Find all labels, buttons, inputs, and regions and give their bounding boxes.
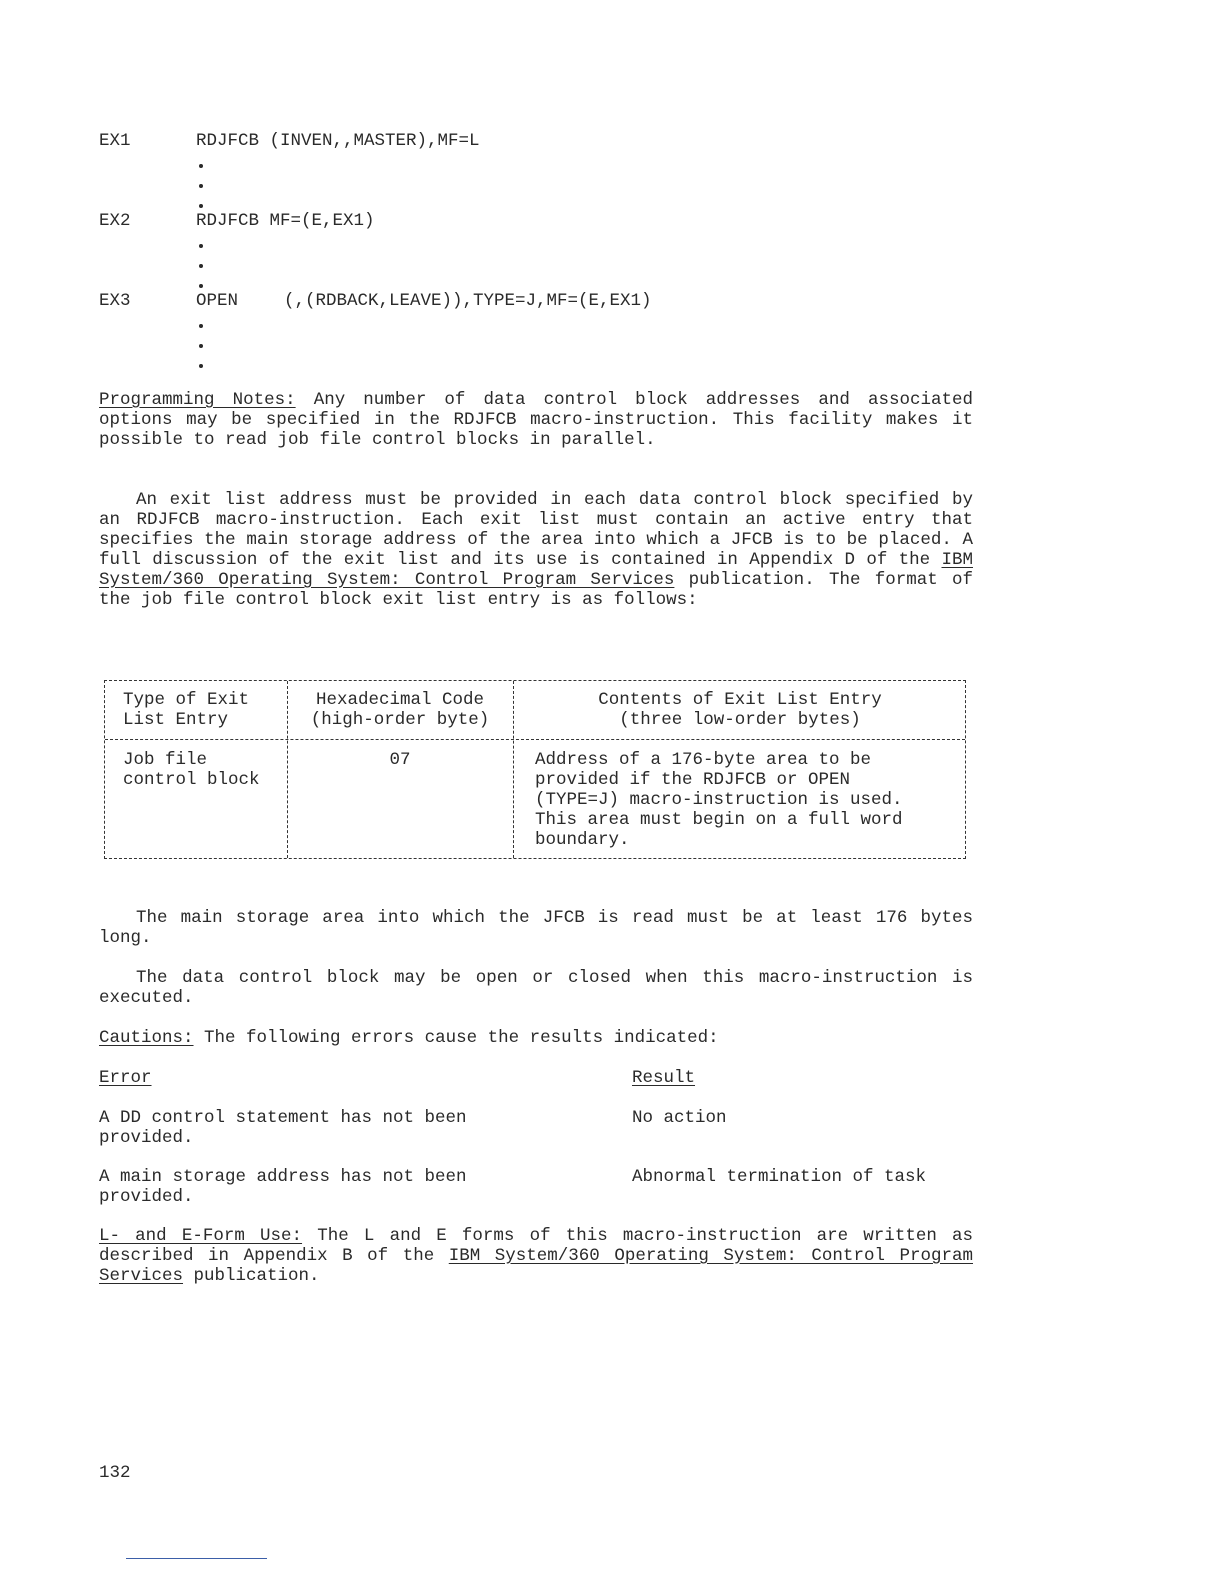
ex2-statement: RDJFCB MF=(E,EX1) <box>196 211 375 231</box>
le-form-text: The L and E forms of this macro-instruction are written as described in Appendix B of the <box>99 1226 973 1266</box>
storage-paragraph-text: The main storage area into which the JFCB is read must be at least 176 bytes long. <box>99 908 973 948</box>
le-form-text-end: publication. <box>183 1266 320 1286</box>
ellipsis-dot <box>199 184 203 188</box>
table-cell-code: 07 <box>389 750 411 770</box>
programming-notes-heading: Programming Notes: <box>99 390 296 410</box>
table-header-code: Hexadecimal Code (high-order byte) <box>310 690 490 730</box>
result-column-heading: Result <box>632 1068 696 1088</box>
ex1-label: EX1 <box>99 131 131 151</box>
programming-notes <box>99 390 973 450</box>
cautions <box>99 1028 973 1048</box>
table-cell-type: Job file control block <box>123 750 260 790</box>
ellipsis-dot <box>199 264 203 268</box>
publication-reference: IBM System/360 Operating System: Control Program Services <box>99 1246 973 1286</box>
le-form-heading: L- and E-Form Use: <box>99 1226 303 1246</box>
error-row-2: A main storage address has not been provided. <box>99 1167 467 1207</box>
ellipsis-dot <box>199 324 203 328</box>
cautions-heading: Cautions: <box>99 1028 194 1048</box>
table-header-contents: Contents of Exit List Entry (three low-order bytes) <box>598 690 882 730</box>
exit-list-paragraph <box>99 490 973 610</box>
footer-rule <box>126 1558 267 1559</box>
ellipsis-dot <box>199 364 203 368</box>
cautions-text: The following errors cause the results indicated: <box>204 1028 719 1048</box>
storage-paragraph <box>99 908 973 948</box>
ex2-label: EX2 <box>99 211 131 231</box>
le-form-use <box>99 1226 973 1286</box>
dcb-paragraph <box>99 968 973 1008</box>
result-row-2: Abnormal termination of task <box>632 1167 927 1187</box>
exit-list-table <box>104 680 966 859</box>
ellipsis-dot <box>199 204 203 208</box>
exit-list-text: An exit list address must be provided in each data control block specified by an RDJFCB macro-instruction. Each exit list must contain an active entry that specifies the main storage address of the area into which a JFCB is to be placed. A full discussion of the exit list and its use is contained in Appendix D of the <box>99 490 973 570</box>
publication-reference: IBM System/360 Operating System: Control Program Services <box>99 550 973 590</box>
ellipsis-dot <box>199 164 203 168</box>
error-column-heading: Error <box>99 1068 152 1088</box>
error-row-1: A DD control statement has not been provided. <box>99 1108 467 1148</box>
table-header-type: Type of Exit List Entry <box>123 690 250 730</box>
ellipsis-dot <box>199 344 203 348</box>
exit-list-text-end: publication. The format of the job file control block exit list entry is as follows: <box>99 570 974 610</box>
ellipsis-dot <box>199 284 203 288</box>
programming-notes-text: Any number of data control block addresses and associated options may be specified in the RDJFCB macro-instruction. This facility makes it possible to read job file control blocks in parallel. <box>99 390 973 450</box>
result-row-1: No action <box>632 1108 727 1128</box>
table-cell-contents: Address of a 176-byte area to be provided if the RDJFCB or OPEN (TYPE=J) macro-instruction is used. This area must begin on a full word boundary. <box>535 750 903 850</box>
page-number: 132 <box>99 1463 131 1483</box>
ex3-operands: (,(RDBACK,LEAVE)),TYPE=J,MF=(E,EX1) <box>284 291 652 311</box>
ex3-label: EX3 <box>99 291 131 311</box>
ex1-statement: RDJFCB (INVEN,,MASTER),MF=L <box>196 131 480 151</box>
ex3-operation: OPEN <box>196 291 239 311</box>
ellipsis-dot <box>199 244 203 248</box>
dcb-paragraph-text: The data control block may be open or closed when this macro-instruction is executed. <box>99 968 973 1008</box>
